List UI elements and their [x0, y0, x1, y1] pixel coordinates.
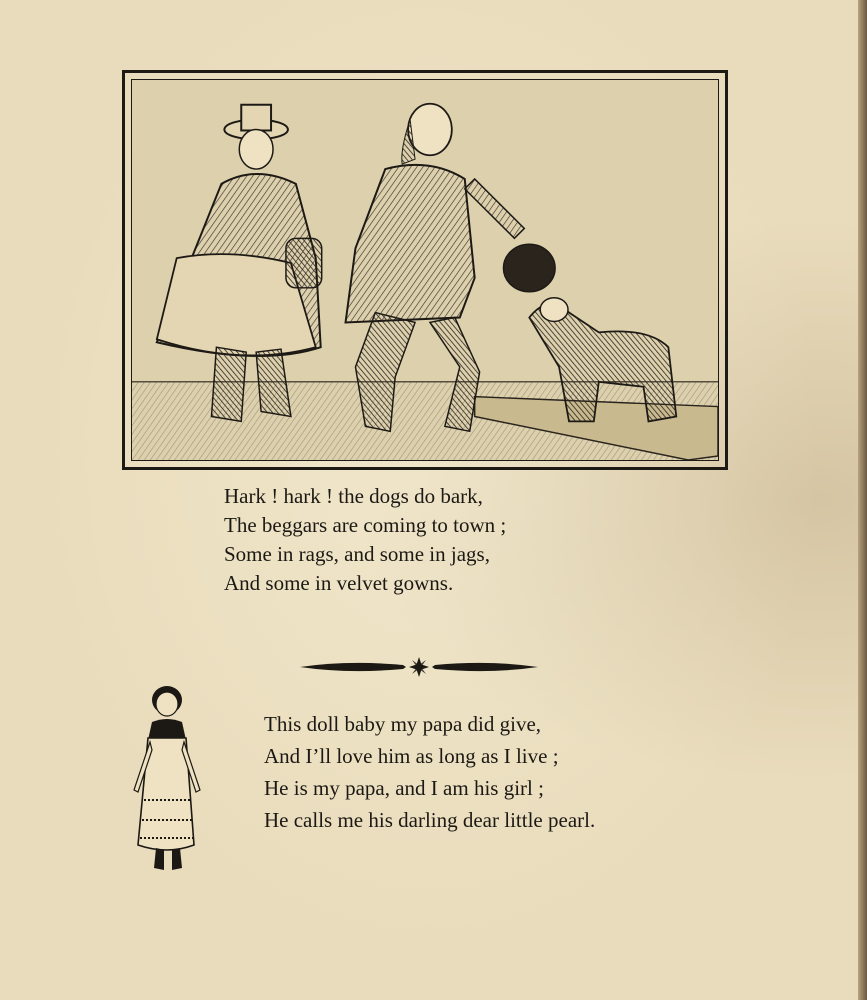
verse-line: Hark ! hark ! the dogs do bark,	[224, 484, 483, 508]
verse-doll	[264, 708, 595, 836]
woodcut-image	[132, 80, 718, 460]
verse-beggars	[224, 482, 506, 598]
verse-line: The beggars are coming to town ;	[224, 513, 507, 537]
verse-line: Some in rags, and some in jags,	[224, 542, 490, 566]
beggars-woodcut-illustration	[122, 70, 728, 470]
verse-line: He is my papa, and I am his girl ;	[264, 776, 544, 800]
book-spine	[858, 0, 867, 1000]
woman-figure	[157, 105, 322, 422]
verse-line: And I’ll love him as long as I live ;	[264, 744, 559, 768]
verse-line: This doll baby my papa did give,	[264, 712, 542, 736]
divider-flourish-icon	[298, 654, 540, 680]
verse-line: And some in velvet gowns.	[224, 571, 454, 595]
doll-illustration	[122, 680, 212, 880]
verse-line: He calls me his darling dear little pearl.	[264, 808, 596, 832]
